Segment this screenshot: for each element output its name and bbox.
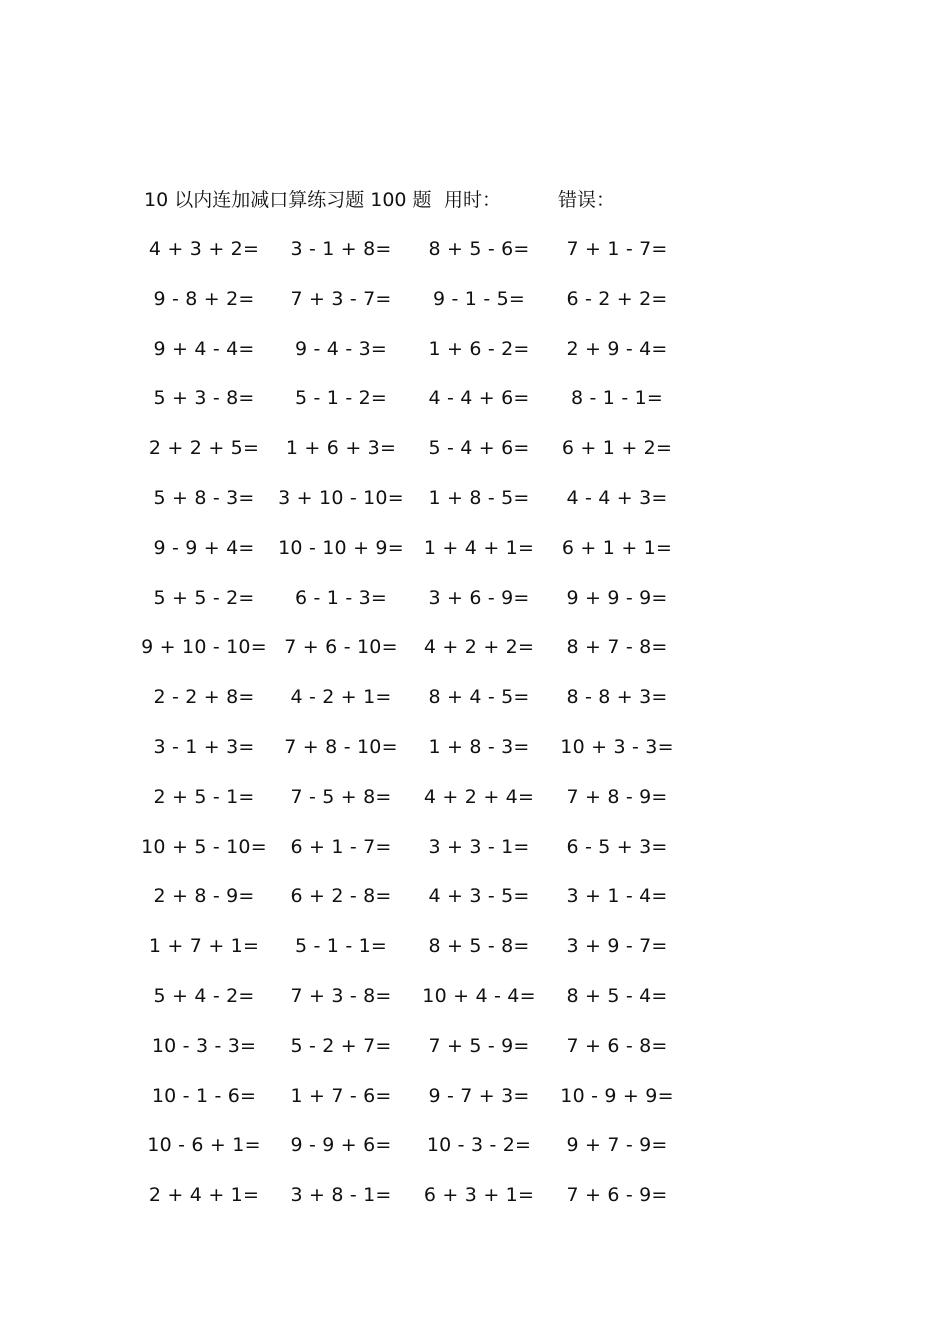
problem-item: 7 + 8 - 10= [284,735,398,758]
problem-item: 6 + 1 + 1= [561,536,673,559]
problem-item: 2 - 2 + 8= [153,686,255,709]
problem-row [0,882,950,932]
problem-item: 7 + 5 - 9= [428,1034,530,1057]
problem-item: 9 + 9 - 9= [566,586,668,609]
problem-item: 9 + 10 - 10= [141,636,267,659]
problem-row [0,285,950,335]
problem-row [0,633,950,683]
problem-item: 1 + 7 + 1= [148,935,260,958]
problem-item: 2 + 4 + 1= [148,1184,260,1207]
problem-item: 10 - 6 + 1= [147,1134,261,1157]
problem-item: 3 + 3 - 1= [428,835,530,858]
problem-row [0,584,950,634]
problem-item: 4 - 2 + 1= [290,686,392,709]
problem-row [0,1131,950,1181]
problem-item: 8 + 4 - 5= [428,686,530,709]
problem-row [0,1032,950,1082]
problem-item: 7 + 8 - 9= [566,785,668,808]
worksheet-title: 10 以内连加减口算练习题 100 题 [144,189,432,211]
problem-item: 10 - 3 - 3= [151,1034,257,1057]
problem-item: 8 + 5 - 8= [428,935,530,958]
problem-item: 5 + 5 - 2= [153,586,255,609]
problem-item: 3 + 8 - 1= [290,1184,392,1207]
problem-item: 3 + 1 - 4= [566,885,668,908]
problem-row [0,683,950,733]
problem-item: 10 + 4 - 4= [422,984,536,1007]
problem-item: 8 - 8 + 3= [566,686,668,709]
problem-row [0,1181,950,1231]
problem-item: 7 + 3 - 7= [290,287,392,310]
problem-item: 5 - 1 - 1= [294,935,388,958]
problem-item: 3 - 1 + 3= [153,735,255,758]
problem-item: 5 - 4 + 6= [428,437,530,460]
problem-row [0,833,950,883]
problem-item: 7 + 1 - 7= [566,238,668,260]
problem-item: 9 - 1 - 5= [432,287,526,310]
problem-row [0,783,950,833]
problem-item: 5 + 3 - 8= [153,387,255,410]
problem-item: 8 + 7 - 8= [566,636,668,659]
problem-item: 8 + 5 - 6= [428,238,530,260]
problem-item: 2 + 9 - 4= [566,337,668,360]
problem-item: 1 + 6 - 2= [428,337,530,360]
problem-item: 3 - 1 + 8= [290,238,392,260]
problem-item: 5 + 4 - 2= [153,984,255,1007]
problem-row [0,982,950,1032]
problem-item: 1 + 4 + 1= [423,536,535,559]
problem-item: 10 + 5 - 10= [141,835,267,858]
time-used-label: 用时： [444,189,502,211]
problem-item: 7 + 3 - 8= [290,984,392,1007]
problem-item: 7 - 5 + 8= [290,785,392,808]
problem-item: 10 - 10 + 9= [278,536,404,559]
problem-item: 1 + 6 + 3= [285,437,397,460]
problem-row [0,534,950,584]
problem-item: 7 + 6 - 8= [566,1034,668,1057]
problem-item: 10 + 3 - 3= [560,735,674,758]
problem-item: 3 + 10 - 10= [278,486,404,509]
problem-item: 6 + 1 - 7= [290,835,392,858]
problem-item: 4 + 2 + 4= [423,785,535,808]
problem-item: 1 + 8 - 3= [428,735,530,758]
problem-row [0,932,950,982]
problem-item: 6 + 1 + 2= [561,437,673,460]
problem-row [0,484,950,534]
problem-item: 1 + 7 - 6= [290,1084,392,1107]
problem-item: 8 + 5 - 4= [566,984,668,1007]
problem-item: 8 - 1 - 1= [570,387,664,410]
problem-item: 9 - 4 - 3= [294,337,388,360]
problem-item: 9 - 8 + 2= [153,287,255,310]
errors-label: 错误： [558,189,616,211]
problem-item: 5 + 8 - 3= [153,486,255,509]
problem-item: 4 - 4 + 6= [428,387,530,410]
problem-item: 2 + 5 - 1= [153,785,255,808]
problem-item: 9 - 7 + 3= [428,1084,530,1107]
problem-item: 4 - 4 + 3= [566,486,668,509]
problem-item: 6 - 5 + 3= [566,835,668,858]
problem-item: 10 - 3 - 2= [426,1134,532,1157]
problem-item: 1 + 8 - 5= [428,486,530,509]
problem-item: 6 + 2 - 8= [290,885,392,908]
problem-row [0,434,950,484]
problem-item: 2 + 8 - 9= [153,885,255,908]
problem-grid [0,235,950,1231]
problem-item: 9 - 9 + 4= [153,536,255,559]
problem-item: 9 + 7 - 9= [566,1134,668,1157]
problem-item: 6 - 2 + 2= [566,287,668,310]
problem-row [0,1082,950,1132]
problem-item: 5 - 2 + 7= [290,1034,392,1057]
problem-row [0,335,950,385]
problem-item: 9 + 4 - 4= [153,337,255,360]
problem-item: 3 + 9 - 7= [566,935,668,958]
problem-item: 7 + 6 - 10= [284,636,398,659]
problem-item: 7 + 6 - 9= [566,1184,668,1207]
problem-item: 9 - 9 + 6= [290,1134,392,1157]
problem-item: 6 + 3 + 1= [423,1184,535,1207]
problem-item: 3 + 6 - 9= [428,586,530,609]
problem-item: 4 + 2 + 2= [423,636,535,659]
problem-item: 10 - 1 - 6= [151,1084,257,1107]
problem-row [0,384,950,434]
problem-item: 4 + 3 - 5= [428,885,530,908]
problem-item: 10 - 9 + 9= [560,1084,674,1107]
problem-row [0,733,950,783]
problem-item: 2 + 2 + 5= [148,437,260,460]
problem-item: 6 - 1 - 3= [294,586,388,609]
problem-item: 4 + 3 + 2= [148,238,260,260]
problem-row [0,235,950,285]
problem-item: 5 - 1 - 2= [294,387,388,410]
